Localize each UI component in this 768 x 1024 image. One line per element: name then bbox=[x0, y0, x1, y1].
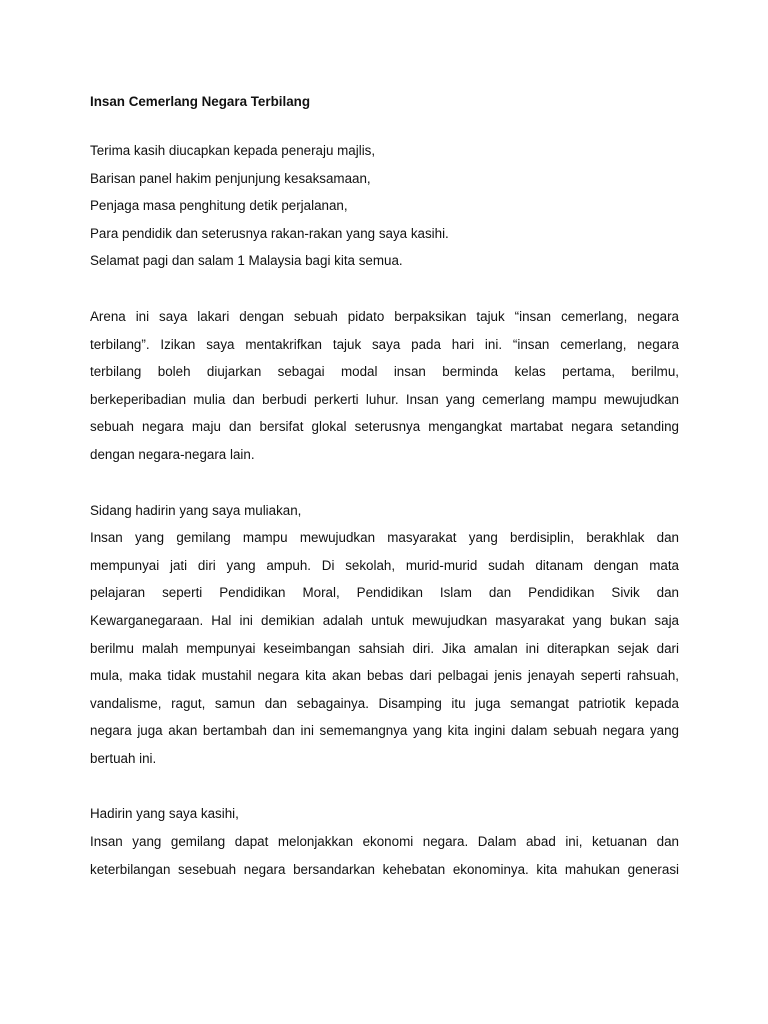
paragraph-line: pelajaran seperti Pendidikan Moral, Pendidikan Islam dan Pendidikan Sivik dan bbox=[90, 585, 679, 601]
paragraph-spacer bbox=[90, 275, 679, 303]
paragraph-line: terbilang”. Izikan saya mentakrifkan tajuk saya pada hari ini. “insan cemerlang, negara bbox=[90, 336, 679, 352]
paragraph-line: Insan yang gemilang dapat melonjakkan ekonomi negara. Dalam abad ini, ketuanan dan bbox=[90, 834, 679, 850]
paragraph-line: mula, maka tidak mustahil negara kita akan bebas dari pelbagai jenis jenayah seperti rahsuah, bbox=[90, 668, 679, 684]
paragraph-heading: Sidang hadirin yang saya muliakan, bbox=[90, 502, 302, 518]
paragraph-line: dengan negara-negara lain. bbox=[90, 446, 255, 462]
greeting-line: Barisan panel hakim penjunjung kesaksamaan, bbox=[90, 170, 371, 186]
paragraph-line: Insan yang gemilang mampu mewujudkan masyarakat yang berdisiplin, berakhlak dan bbox=[90, 530, 679, 546]
paragraph-line: negara juga akan bertambah dan ini sememangnya yang kita ingini dalam sebuah negara yang bbox=[90, 723, 679, 739]
paragraph-line: Kewarganegaraan. Hal ini demikian adalah untuk mewujudkan masyarakat yang bukan saja bbox=[90, 612, 679, 628]
paragraph-spacer bbox=[90, 772, 679, 800]
greeting-line: Penjaga masa penghitung detik perjalanan, bbox=[90, 198, 348, 214]
paragraph-2 bbox=[90, 497, 679, 773]
paragraph-3 bbox=[90, 800, 679, 883]
document-page bbox=[90, 88, 679, 883]
paragraph-line: terbilang boleh diujarkan sebagai modal insan berminda kelas pertama, berilmu, bbox=[90, 364, 679, 380]
paragraph-line: keterbilangan sesebuah negara bersandarkan kehebatan ekonominya. kita mahukan generasi bbox=[90, 861, 679, 877]
paragraph-heading: Hadirin yang saya kasihi, bbox=[90, 806, 239, 822]
document-title: Insan Cemerlang Negara Terbilang bbox=[90, 94, 311, 109]
greeting-block bbox=[90, 137, 679, 275]
paragraph-1 bbox=[90, 303, 679, 469]
paragraph-line: vandalisme, ragut, samun dan sebagainya. Disamping itu juga semangat patriotik kepada bbox=[90, 695, 679, 711]
greeting-line: Para pendidik dan seterusnya rakan-rakan yang saya kasihi. bbox=[90, 225, 449, 241]
paragraph-line: Arena ini saya lakari dengan sebuah pidato berpaksikan tajuk “insan cemerlang, negara bbox=[90, 308, 679, 324]
paragraph-line: bertuah ini. bbox=[90, 750, 157, 766]
paragraph-spacer bbox=[90, 469, 679, 497]
paragraph-line: berilmu malah mempunyai keseimbangan sahsiah diri. Jika amalan ini diterapkan sejak dari bbox=[90, 640, 679, 656]
greeting-line: Selamat pagi dan salam 1 Malaysia bagi kita semua. bbox=[90, 253, 403, 269]
greeting-line: Terima kasih diucapkan kepada peneraju majlis, bbox=[90, 143, 376, 158]
paragraph-line: berkeperibadian mulia dan berbudi perkerti luhur. Insan yang cemerlang mampu mewujudkan bbox=[90, 391, 679, 407]
paragraph-line: sebuah negara maju dan bersifat glokal seterusnya mengangkat martabat negara setanding bbox=[90, 419, 679, 435]
paragraph-line: mempunyai jati diri yang ampuh. Di sekolah, murid-murid sudah ditanam dengan mata bbox=[90, 557, 679, 573]
